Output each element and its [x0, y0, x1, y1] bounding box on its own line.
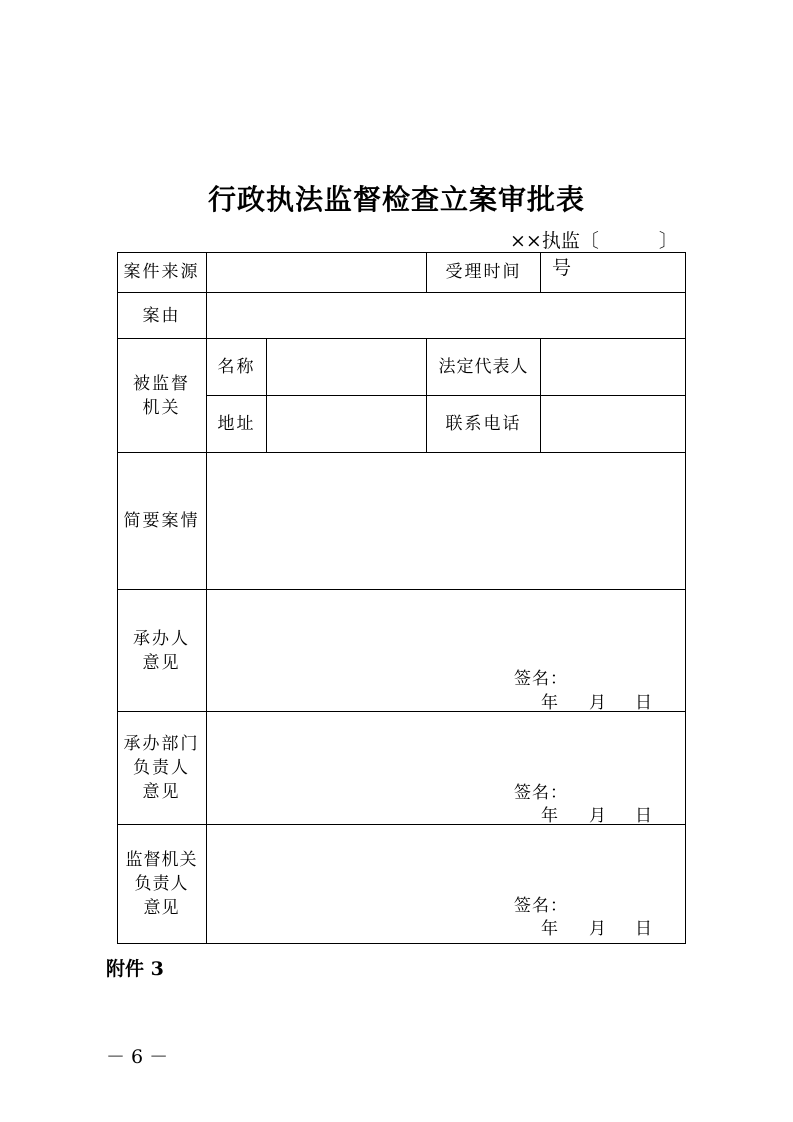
page-title: 行政执法监督检查立案审批表 [207, 183, 585, 216]
address-field[interactable] [267, 396, 426, 452]
doc-number-prefix: ××执监〔 [510, 230, 599, 252]
date-month: 月 [589, 919, 606, 939]
date-year: 年 [541, 919, 558, 939]
label-phone: 联系电话 [445, 414, 522, 434]
approval-form-table [117, 252, 686, 944]
phone-field[interactable] [541, 396, 685, 452]
date-month: 月 [589, 693, 606, 713]
date-day: 日 [635, 693, 652, 713]
signature-label: 签名： [514, 783, 568, 803]
page-number: － 6 － [106, 1046, 169, 1068]
date-year: 年 [541, 693, 558, 713]
brief-field[interactable] [207, 453, 685, 589]
label-case-reason: 案由 [142, 305, 181, 326]
label-org-head-opinion: 监督机关 负责人 意见 [125, 850, 198, 918]
label-address: 地址 [217, 414, 256, 434]
signature-label: 签名： [514, 896, 568, 916]
name-field[interactable] [267, 339, 426, 395]
received-time-field[interactable] [541, 252, 685, 292]
date-year: 年 [541, 806, 558, 826]
attachment-label: 附件 3 [106, 958, 164, 980]
signature-date [541, 688, 652, 713]
date-day: 日 [635, 806, 652, 826]
date-day: 日 [635, 919, 652, 939]
doc-number-suffix: 号 [552, 257, 572, 279]
label-dept-head-opinion: 承办部门 负责人 意见 [123, 734, 200, 802]
case-reason-field[interactable] [207, 293, 685, 338]
label-brief: 简要案情 [123, 511, 200, 531]
label-legal-rep: 法定代表人 [438, 357, 529, 377]
doc-number-close: 〕 [658, 230, 678, 252]
label-received-time: 受理时间 [445, 262, 522, 282]
label-name: 名称 [217, 357, 256, 377]
signature-date [541, 914, 652, 939]
legal-rep-field[interactable] [541, 339, 685, 395]
case-source-field[interactable] [207, 252, 426, 292]
date-month: 月 [589, 806, 606, 826]
label-case-source: 案件来源 [123, 262, 200, 282]
signature-date [541, 801, 652, 826]
label-supervised-org: 被监督 机关 [133, 373, 190, 418]
label-handler-opinion: 承办人 意见 [133, 628, 190, 673]
signature-label: 签名： [514, 669, 568, 689]
